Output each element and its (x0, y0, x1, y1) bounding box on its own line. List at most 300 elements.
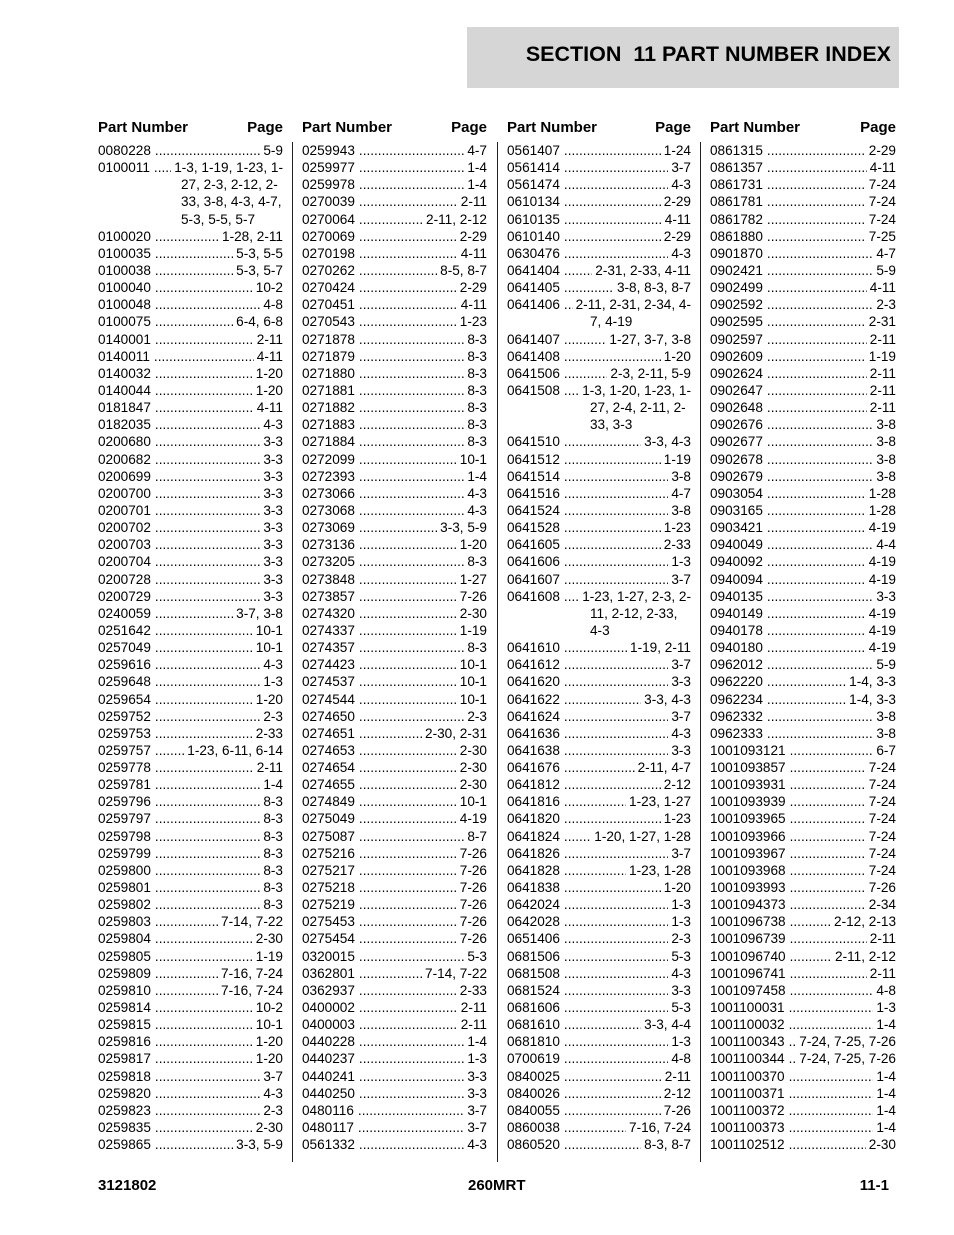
index-entry (710, 348, 896, 365)
page-references: 4-11 (460, 245, 487, 261)
leader-dots (155, 1102, 260, 1119)
index-entry (302, 879, 487, 896)
leader-dots (767, 279, 867, 296)
index-entry (98, 433, 283, 450)
leader-dots (789, 1102, 874, 1119)
index-entry (710, 451, 896, 468)
leader-dots (155, 948, 253, 965)
index-entry (507, 1136, 691, 1153)
leader-dots (564, 1068, 662, 1085)
index-entry (302, 211, 487, 228)
index-entry (98, 896, 283, 913)
index-entry (507, 348, 691, 365)
page-references-continued: 4-3 (590, 622, 610, 638)
page-references: 6-4, 6-8 (236, 314, 283, 330)
entry-line (710, 519, 896, 536)
leader-dots (155, 759, 254, 776)
page-references: 1-23, 6-11, 6-14 (187, 742, 283, 758)
leader-dots (790, 742, 874, 759)
entry-line (710, 793, 896, 810)
part-number: 0200702 (98, 520, 151, 536)
page-references: 4-11 (256, 348, 283, 364)
index-entry (302, 948, 487, 965)
page-references: 7-24, 7-25, 7-26 (799, 1051, 896, 1067)
leader-dots (564, 656, 668, 673)
index-entry (710, 656, 896, 673)
page-references: 3-8 (876, 417, 896, 433)
entry-line (507, 948, 691, 965)
entry-line (507, 159, 691, 176)
leader-dots (564, 1136, 641, 1153)
entry-line (507, 896, 691, 913)
index-entry (710, 502, 896, 519)
leader-dots (155, 1136, 233, 1153)
leader-dots (155, 451, 260, 468)
page-references: 7-16, 7-24 (221, 982, 283, 998)
page-references: 3-3 (263, 554, 283, 570)
part-number: 0642028 (507, 914, 560, 930)
page-references: 4-3 (671, 965, 691, 981)
entry-line (98, 519, 283, 536)
page-references: 4-19 (868, 605, 896, 621)
page-references: 3-7 (467, 1102, 487, 1118)
leader-dots (155, 1033, 253, 1050)
index-entry (98, 502, 283, 519)
part-number: 0259814 (98, 1000, 151, 1016)
part-number: 0259648 (98, 674, 151, 690)
index-entry (710, 810, 896, 827)
column-divider (497, 142, 498, 1162)
page-references: 8-3 (467, 382, 487, 398)
index-entry (710, 1119, 896, 1136)
leader-dots (358, 1119, 464, 1136)
part-number: 0259799 (98, 845, 151, 861)
index-entry (710, 296, 896, 313)
leader-dots (767, 313, 866, 330)
part-number: 1001093931 (710, 777, 786, 793)
entry-line (507, 142, 691, 159)
page-references: 1-4 (467, 160, 487, 176)
leader-dots (790, 879, 866, 896)
index-entry (507, 930, 691, 947)
index-entry (302, 588, 487, 605)
entry-line (98, 776, 283, 793)
page-references: 2-3 (671, 931, 691, 947)
index-entry (302, 1119, 487, 1136)
entry-line (98, 416, 283, 433)
index-entry (98, 536, 283, 553)
part-number: 0902421 (710, 262, 763, 278)
index-entry (302, 913, 487, 930)
page-references: 4-8 (876, 982, 896, 998)
index-entry (710, 159, 896, 176)
entry-line (98, 930, 283, 947)
part-number: 0274357 (302, 640, 355, 656)
part-number: 0641607 (507, 571, 560, 587)
index-entry (302, 965, 487, 982)
page-references: 2-3 (263, 708, 283, 724)
entry-line (98, 536, 283, 553)
entry-line (302, 365, 487, 382)
entry-line (98, 948, 283, 965)
leader-dots (564, 879, 661, 896)
part-number: 0641636 (507, 725, 560, 741)
page-references: 7-26 (459, 914, 487, 930)
index-entry (98, 776, 283, 793)
leader-dots (789, 1136, 866, 1153)
page-references: 2-3 (876, 297, 896, 313)
leader-dots (564, 536, 661, 553)
index-entry (710, 193, 896, 210)
index-entry (302, 433, 487, 450)
entry-line (507, 828, 691, 845)
part-number: 0200680 (98, 434, 151, 450)
index-entry (98, 279, 283, 296)
index-entry (710, 828, 896, 845)
entry-line (302, 896, 487, 913)
page-references: 8-3 (467, 365, 487, 381)
page-references: 8-5, 8-7 (440, 262, 487, 278)
entry-line (98, 1016, 283, 1033)
page-references: 1-23 (663, 811, 691, 827)
page-references: 4-3 (671, 245, 691, 261)
column-header (302, 119, 487, 142)
index-entry (507, 725, 691, 742)
entry-line (710, 982, 896, 999)
index-entry (710, 433, 896, 450)
page-references: 2-11 (460, 1000, 487, 1016)
entry-line (302, 810, 487, 827)
part-number: 0140001 (98, 331, 151, 347)
index-entry (507, 468, 691, 485)
index-entry (302, 451, 487, 468)
entry-line (507, 742, 691, 759)
page-references: 2-11, 4-7 (637, 760, 691, 776)
leader-dots (564, 502, 668, 519)
page-references: 3-3 (876, 588, 896, 604)
page-references: 3-7 (263, 1068, 283, 1084)
entry-line (710, 845, 896, 862)
leader-dots (155, 708, 260, 725)
part-number: 0561474 (507, 177, 560, 193)
entry-line (507, 468, 691, 485)
leader-dots (564, 1085, 661, 1102)
entry-line (98, 571, 283, 588)
entry-list (507, 142, 691, 1153)
leader-dots (564, 793, 626, 810)
part-number: 0681810 (507, 1034, 560, 1050)
leader-dots (155, 365, 253, 382)
entry-line (507, 708, 691, 725)
entry-line (710, 331, 896, 348)
index-entry (710, 999, 896, 1016)
leader-dots (359, 1033, 464, 1050)
entry-line (98, 862, 283, 879)
index-entry (98, 159, 283, 228)
column-header-part: Part Number (302, 119, 393, 136)
leader-dots (359, 810, 457, 827)
index-entry (302, 262, 487, 279)
index-entry (710, 948, 896, 965)
part-number: 0259817 (98, 1051, 151, 1067)
part-number: 0275216 (302, 845, 355, 861)
entry-line (507, 1033, 691, 1050)
index-entry (98, 262, 283, 279)
index-entry (302, 810, 487, 827)
page-references: 1-4 (467, 1034, 487, 1050)
entry-line (710, 262, 896, 279)
page-references-continued: 11, 2-12, 2-33, (590, 605, 678, 621)
page-references: 2-11 (869, 931, 896, 947)
leader-dots (767, 176, 866, 193)
index-entry (98, 879, 283, 896)
part-number: 0440228 (302, 1034, 355, 1050)
leader-dots (155, 896, 260, 913)
entry-line (98, 451, 283, 468)
page-references: 1-27 (459, 571, 487, 587)
entry-line (98, 365, 283, 382)
index-entry (507, 879, 691, 896)
index-entry (98, 691, 283, 708)
page-references: 10-1 (255, 640, 283, 656)
index-entry (98, 639, 283, 656)
entry-line (710, 1102, 896, 1119)
index-entry (507, 845, 691, 862)
leader-dots (767, 159, 867, 176)
page-references: 2-11 (869, 365, 896, 381)
entry-line (507, 879, 691, 896)
part-number: 1001093967 (710, 845, 786, 861)
index-entry (710, 245, 896, 262)
part-number: 1001100032 (710, 1017, 785, 1033)
entry-line (302, 1136, 487, 1153)
entry-line (710, 279, 896, 296)
index-entry (302, 742, 487, 759)
page-references: 8-3, 8-7 (644, 1137, 691, 1153)
part-number: 0903165 (710, 502, 763, 518)
entry-line (710, 673, 896, 690)
page-references: 2-11 (869, 965, 896, 981)
leader-dots (564, 930, 668, 947)
index-entry (98, 399, 283, 416)
part-number: 0270039 (302, 194, 355, 210)
part-number: 0400003 (302, 1017, 355, 1033)
part-number: 0610140 (507, 228, 560, 244)
page-references: 3-8 (876, 451, 896, 467)
index-entry (710, 365, 896, 382)
leader-dots (790, 965, 867, 982)
page-references: 3-8, 8-3, 8-7 (616, 280, 691, 296)
page-references: 1-23 (459, 314, 487, 330)
entry-line (507, 776, 691, 793)
part-number: 0641514 (507, 468, 560, 484)
part-number: 0641608 (507, 588, 560, 604)
page-references: 2-31, 2-33, 4-11 (595, 262, 691, 278)
index-entry (507, 1050, 691, 1067)
leader-dots (155, 331, 254, 348)
page-references: 4-11 (664, 211, 691, 227)
index-entry (302, 159, 487, 176)
index-entry (710, 965, 896, 982)
page-references: 4-11 (869, 280, 896, 296)
footer-doc-number: 3121802 (98, 1177, 157, 1194)
leader-dots (359, 948, 464, 965)
leader-dots (359, 1085, 464, 1102)
page-references: 1-4 (876, 1017, 896, 1033)
index-entry (507, 913, 691, 930)
leader-dots (767, 485, 866, 502)
part-number: 0641528 (507, 520, 560, 536)
part-number: 0259654 (98, 691, 151, 707)
index-entry (302, 416, 487, 433)
page-references: 5-9 (263, 143, 283, 158)
leader-dots (767, 331, 867, 348)
column-divider (700, 142, 701, 1162)
entry-line (98, 673, 283, 690)
part-number: 0940178 (710, 622, 763, 638)
page-references: 1-4 (467, 468, 487, 484)
index-entry (98, 313, 283, 330)
leader-dots (790, 862, 866, 879)
part-number: 0251642 (98, 622, 151, 638)
part-number: 0903054 (710, 485, 763, 501)
index-entry (302, 759, 487, 776)
entry-line (302, 502, 487, 519)
entry-line (98, 999, 283, 1016)
entry-list (710, 142, 896, 1153)
part-number: 0271884 (302, 434, 355, 450)
part-number: 0200704 (98, 554, 151, 570)
leader-dots (790, 948, 832, 965)
part-number: 0902624 (710, 365, 763, 381)
entry-line (507, 759, 691, 776)
index-entry (302, 142, 487, 159)
page-references: 8-3 (263, 880, 283, 896)
leader-dots (359, 793, 457, 810)
part-number: 0902592 (710, 297, 763, 313)
index-entry (98, 296, 283, 313)
part-number: 0641508 (507, 382, 560, 398)
leader-dots (359, 502, 464, 519)
page-references: 5-3 (671, 948, 691, 964)
page-references-continued: 7, 4-19 (590, 314, 633, 330)
index-entry (507, 1016, 691, 1033)
index-entry (302, 828, 487, 845)
entry-line (710, 553, 896, 570)
part-number: 0641610 (507, 640, 560, 656)
page-references: 1-4 (467, 177, 487, 193)
entry-line (710, 828, 896, 845)
entry-line (302, 451, 487, 468)
leader-dots (564, 1016, 641, 1033)
page-references: 8-3 (467, 434, 487, 450)
index-entry (302, 245, 487, 262)
page-references: 1-23, 1-28 (629, 862, 691, 878)
index-entry (710, 536, 896, 553)
entry-line (710, 1119, 896, 1136)
section-title: SECTION 11 PART NUMBER INDEX (525, 42, 891, 66)
part-number: 0681610 (507, 1017, 560, 1033)
index-entry (507, 519, 691, 536)
part-number: 0273068 (302, 502, 355, 518)
entry-line (710, 691, 896, 708)
leader-dots (155, 142, 260, 159)
index-entry (98, 622, 283, 639)
entry-line (507, 519, 691, 536)
part-number: 0641638 (507, 742, 560, 758)
page-references: 2-30 (459, 742, 487, 758)
index-entry (507, 828, 691, 845)
leader-dots (155, 296, 260, 313)
index-entry (98, 571, 283, 588)
leader-dots (767, 571, 866, 588)
page-references: 2-11, 2-12 (835, 948, 896, 964)
part-number: 0940092 (710, 554, 763, 570)
part-number: 0259816 (98, 1034, 151, 1050)
index-entry (507, 896, 691, 913)
page-references: 3-3, 5-9 (236, 1137, 283, 1153)
index-entry (710, 1085, 896, 1102)
part-number: 0259796 (98, 794, 151, 810)
index-entry (98, 228, 283, 245)
leader-dots (359, 279, 457, 296)
index-entry (507, 1068, 691, 1085)
page-references: 2-34 (868, 897, 896, 913)
page-references: 6-7 (876, 742, 896, 758)
index-entry (302, 313, 487, 330)
leader-dots (790, 759, 866, 776)
page-references: 1-20, 1-27, 1-28 (594, 828, 691, 844)
page-references: 1-20 (663, 880, 691, 896)
entry-line (302, 399, 487, 416)
part-number: 0962012 (710, 657, 763, 673)
leader-dots (564, 639, 627, 656)
part-number: 0273857 (302, 588, 355, 604)
leader-dots (155, 228, 219, 245)
index-entry (98, 348, 283, 365)
part-number: 0259809 (98, 965, 151, 981)
leader-dots (790, 828, 866, 845)
page-references: 2-11 (460, 194, 487, 210)
page-references-continued: 33, 3-3 (590, 417, 633, 433)
entry-line (98, 656, 283, 673)
leader-dots (155, 810, 260, 827)
index-entry (302, 382, 487, 399)
entry-line (710, 948, 896, 965)
index-entry (507, 965, 691, 982)
leader-dots (359, 708, 464, 725)
entry-line (710, 433, 896, 450)
entry-line (710, 742, 896, 759)
index-entry (98, 519, 283, 536)
column-header (98, 119, 283, 142)
entry-line (98, 1102, 283, 1119)
index-entry (710, 793, 896, 810)
leader-dots (564, 810, 661, 827)
page-references: 1-4 (876, 1120, 896, 1136)
page-references: 2-11 (869, 331, 896, 347)
index-entry (710, 468, 896, 485)
leader-dots (359, 896, 457, 913)
part-number: 0400002 (302, 1000, 355, 1016)
leader-dots (767, 502, 866, 519)
page-references: 1-3 (876, 1000, 896, 1016)
leader-dots (359, 725, 422, 742)
part-number: 0275217 (302, 862, 355, 878)
page-references: 8-3 (263, 862, 283, 878)
leader-dots (767, 691, 846, 708)
part-number: 0641838 (507, 880, 560, 896)
